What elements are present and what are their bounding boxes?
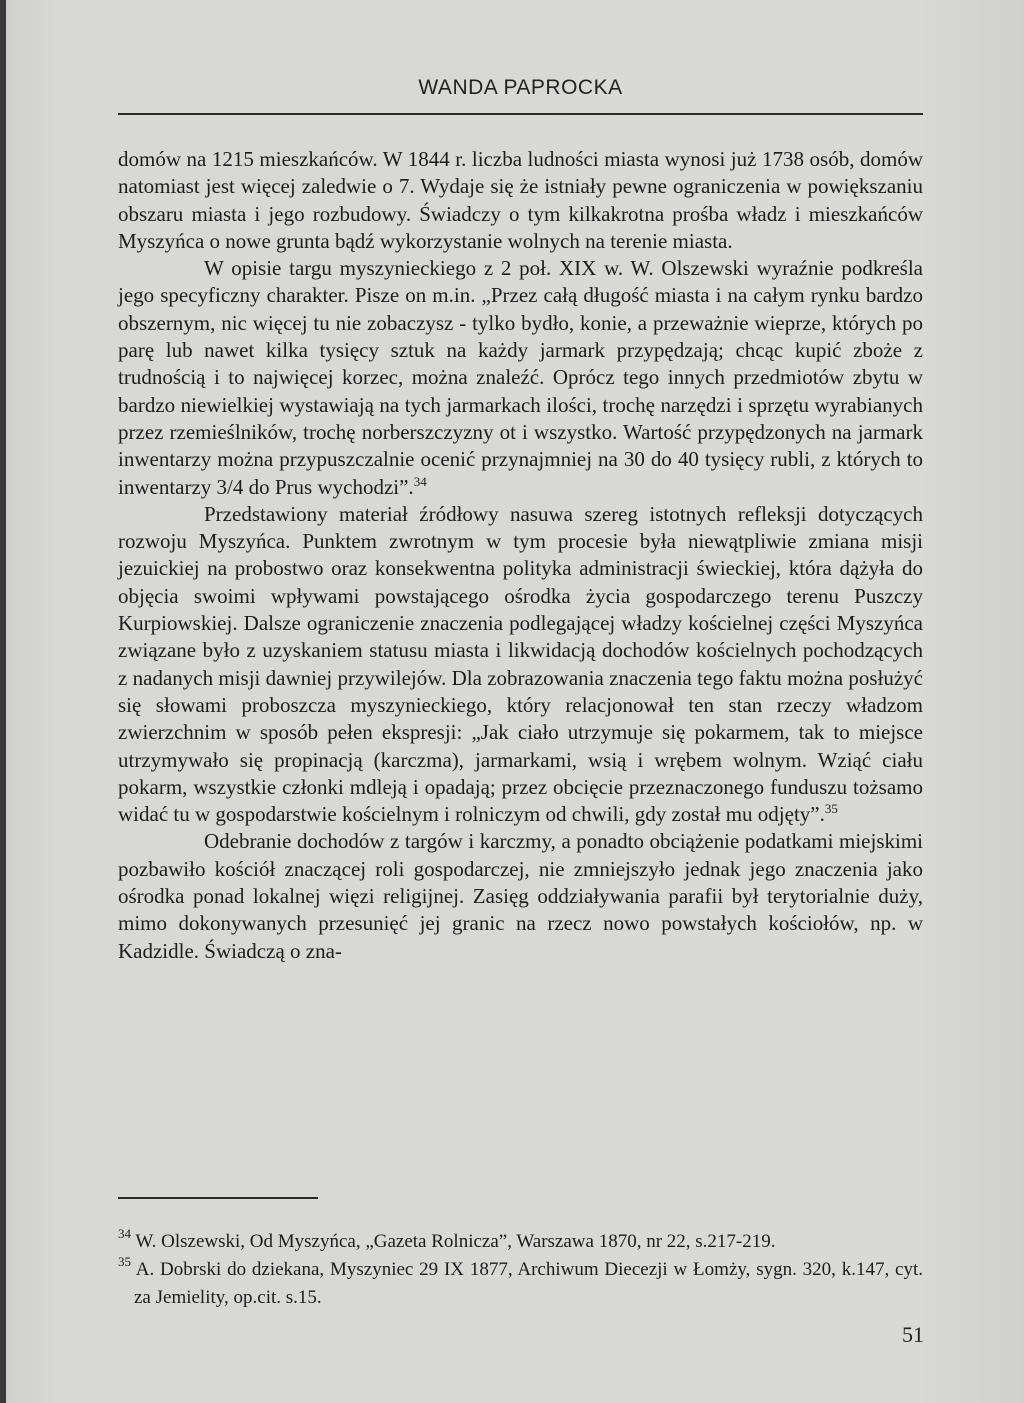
paragraph [118, 501, 923, 829]
paragraph-text: W opisie targu myszynieckiego z 2 poł. XIX w. W. Olszewski wyraźnie podkreśla jego specyficzny charakter. Pisze on m.in. „Przez całą długość miasta i na całym rynku bardzo obszernym, nic więcej tu nie zobaczysz - tylko bydło, konie, a przeważnie wieprze, których po parę lub nawet kilka tysięcy sztuk na każdy jarmark przypędzają; chcąc kupić zboże z trudnością i to najwięcej korzec, można znaleźć. Oprócz tego innych przedmiotów zbytu w bardzo niewielkiej wystawiają na tych jarmarkach ilości, trochę narzędzi i sprzętu wyrabianych przez rzemieślników, trochę norberszczyzny ot i wszystko. Wartość przypędzonych na jarmark inwentarzy można przypuszczalnie ocenić przynajmniej na 30 do 40 tysięcy rubli, z których to inwentarzy 3/4 do Prus wychodzi”. [118, 256, 923, 499]
paragraph [118, 255, 923, 501]
running-head: WANDA PAPROCKA [418, 76, 623, 99]
paragraph-text: Odebranie dochodów z targów i karczmy, a ponadto obciążenie podatkami miejskimi pozbawiło kościół znaczącej roli gospodarczej, nie zmniejszyło jednak jego znaczenia jako ośrodka ponad lokalnej więzi religijnej. Zasięg oddziaływania parafii był terytorialnie duży, mimo dokonywanych przesunięć jej granic na rzecz nowo powstałych kościołów, np. w Kadzidle. Świadczą o zna- [118, 829, 923, 963]
binding-edge [0, 0, 6, 1403]
footnote-35 [118, 1256, 923, 1312]
footnote-number: 34 [118, 1226, 131, 1241]
footnote-ref-34[interactable]: 34 [413, 473, 427, 489]
footnote-number: 35 [118, 1254, 131, 1269]
page-number: 51 [902, 1322, 924, 1347]
paragraph-text: domów na 1215 mieszkańców. W 1844 r. liczba ludności miasta wynosi już 1738 osób, domów natomiast jest więcej zaledwie o 7. Wydaje się że istniały pewne ograniczenia w powiększaniu obszaru miasta i jego rozbudowy. Świadczy o tym kilkakrotna prośba władz i mieszkańców Myszyńca o nowe grunta bądź wykorzystanie wolnych na terenie miasta. [118, 147, 923, 253]
footnote-34 [118, 1228, 923, 1256]
footnote-rule [118, 1197, 318, 1199]
footnote-text: W. Olszewski, Od Myszyńca, „Gazeta Rolnicza”, Warszawa 1870, nr 22, s.217-219. [135, 1231, 776, 1252]
body-text [118, 146, 923, 965]
paragraph-text: Przedstawiony materiał źródłowy nasuwa szereg istotnych refleksji dotyczących rozwoju Myszyńca. Punktem zwrotnym w tym procesie była niewątpliwie zmiana misji jezuickiej na probostwo oraz konsekwentna polityka administracji świeckiej, która dążyła do objęcia swoimi wpływami powstającego ośrodka życia gospodarczego terenu Puszczy Kurpiowskiej. Dalsze ograniczenie znaczenia podlegającej władzy kościelnej części Myszyńca związane było z uzyskaniem statusu miasta i likwidacją dochodów kościelnych pochodzących z nadanych misji dawniej przywilejów. Dla zobrazowania znaczenia tego faktu można posłużyć się słowami proboszcza myszynieckiego, który relacjonował ten stan rzeczy władzom zwierzchnim w sposób pełen ekspresji: „Jak ciało utrzymuje się pokarmem, tak to miejsce utrzymywało się propinacją (karczma), jarmarkami, wsią i wrębem wolnym. Wziąć ciału pokarm, wszystkie członki mdleją i opadają; przez obcięcie przeznaczonego funduszu tożsamo widać tu w gospodarstwie kościelnym i rolniczym od chwili, gdy został mu odjęty”. [118, 501, 923, 827]
paragraph [118, 146, 923, 255]
footnotes [118, 1228, 923, 1312]
footnote-text: A. Dobrski do dziekana, Myszyniec 29 IX 1877, Archiwum Diecezji w Łomży, sygn. 320, k.147, cyt. za Jemielity, op.cit. s.15. [134, 1259, 923, 1308]
footnote-ref-35[interactable]: 35 [824, 801, 838, 817]
paragraph [118, 828, 923, 964]
header-rule [118, 113, 923, 115]
